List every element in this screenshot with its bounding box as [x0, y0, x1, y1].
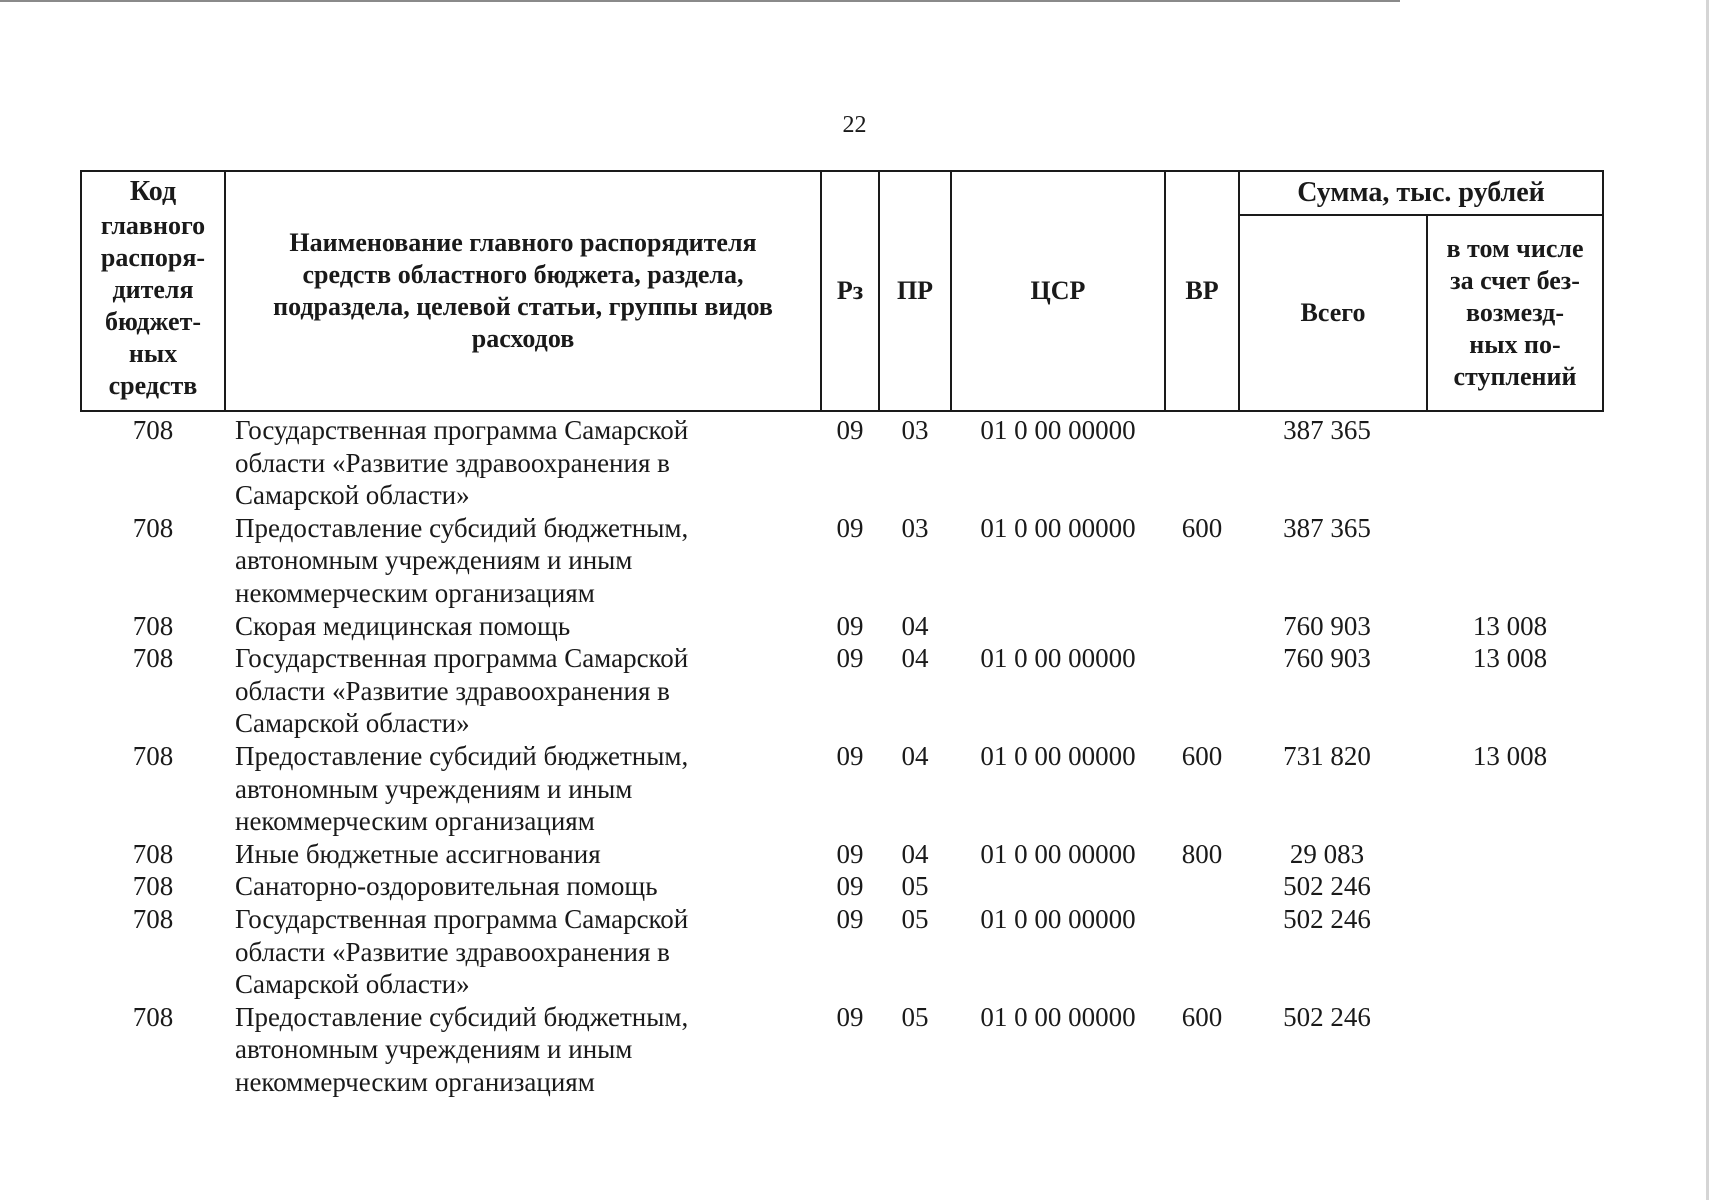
budget-table	[80, 170, 1604, 1098]
table-row	[81, 838, 1603, 871]
header-vr: ВР	[1165, 171, 1239, 411]
header-name-line: подраздела, целевой статьи, группы видов	[273, 292, 773, 321]
cell-rz: 09	[836, 1001, 864, 1032]
scan-top-rule	[0, 0, 1400, 2]
header-name-line: средств областного бюджета, раздела,	[302, 260, 744, 289]
cell-name-line: Предоставление субсидий бюджетным,	[235, 512, 689, 543]
cell-free: 13 008	[1472, 740, 1548, 771]
cell-name	[225, 411, 821, 512]
cell-free	[1427, 411, 1603, 512]
cell-vr	[1165, 642, 1239, 740]
cell-pr: 03	[901, 512, 929, 543]
header-csr: ЦСР	[951, 171, 1165, 411]
cell-code: 708	[132, 740, 174, 771]
cell-rz: 09	[836, 610, 864, 641]
cell-name-line: Самарской области»	[235, 480, 470, 511]
header-name	[225, 171, 821, 411]
cell-free	[1427, 512, 1603, 610]
cell-name	[225, 642, 821, 740]
cell-total: 502 246	[1283, 871, 1371, 902]
cell-total: 387 365	[1283, 512, 1371, 543]
header-free-line: ступлений	[1453, 362, 1577, 391]
cell-csr	[951, 610, 1165, 643]
cell-csr: 01 0 00 00000	[980, 643, 1136, 674]
table-header	[81, 171, 1603, 411]
cell-pr: 03	[901, 415, 929, 445]
cell-vr: 600	[1181, 1001, 1223, 1032]
cell-total: 387 365	[1283, 415, 1371, 445]
header-free	[1427, 215, 1603, 411]
cell-name-line: Санаторно-оздоровительная помощь	[235, 871, 658, 902]
cell-name	[225, 903, 821, 1001]
cell-code: 708	[132, 643, 174, 674]
cell-csr: 01 0 00 00000	[980, 740, 1136, 771]
header-total: Всего	[1239, 215, 1427, 411]
cell-name-line: области «Развитие здравоохранения в	[235, 447, 670, 478]
header-code	[81, 171, 225, 411]
cell-total: 731 820	[1283, 740, 1371, 771]
cell-rz: 09	[836, 838, 864, 869]
cell-code: 708	[132, 903, 174, 934]
cell-rz: 09	[836, 415, 864, 445]
cell-name-line: некоммерческим организациям	[235, 1066, 595, 1097]
cell-free	[1427, 903, 1603, 1001]
table-row	[81, 1001, 1603, 1099]
header-name-line: расходов	[471, 324, 575, 353]
cell-vr	[1165, 903, 1239, 1001]
cell-name-line: области «Развитие здравоохранения в	[235, 936, 670, 967]
table-row	[81, 903, 1603, 1001]
cell-csr: 01 0 00 00000	[980, 415, 1136, 445]
cell-free	[1427, 838, 1603, 871]
cell-pr: 04	[901, 740, 929, 771]
cell-csr: 01 0 00 00000	[980, 1001, 1136, 1032]
header-sum: Сумма, тыс. рублей	[1239, 171, 1603, 215]
cell-name-line: автономным учреждениям и иным	[235, 773, 633, 804]
cell-total: 760 903	[1283, 610, 1371, 641]
cell-csr: 01 0 00 00000	[980, 838, 1136, 869]
cell-name-line: некоммерческим организациям	[235, 577, 595, 608]
table-row	[81, 610, 1603, 643]
cell-name	[225, 1001, 821, 1099]
header-name-line: Наименование главного распорядителя	[289, 228, 757, 257]
header-code-line: бюджет-	[104, 307, 201, 336]
cell-free	[1427, 870, 1603, 903]
header-code-line: ных	[128, 339, 178, 368]
cell-name-line: Предоставление субсидий бюджетным,	[235, 740, 689, 771]
cell-pr: 04	[901, 643, 929, 674]
cell-rz: 09	[836, 643, 864, 674]
cell-vr	[1165, 610, 1239, 643]
cell-name-line: Предоставление субсидий бюджетным,	[235, 1001, 689, 1032]
cell-name-line: автономным учреждениям и иным	[235, 1034, 633, 1065]
cell-code: 708	[132, 610, 174, 641]
cell-rz: 09	[836, 903, 864, 934]
cell-name-line: некоммерческим организациям	[235, 806, 595, 837]
cell-vr: 600	[1181, 512, 1223, 543]
header-free-line: ных по-	[1469, 330, 1561, 359]
cell-vr: 600	[1181, 740, 1223, 771]
cell-rz: 09	[836, 740, 864, 771]
cell-free	[1427, 1001, 1603, 1099]
cell-name	[225, 870, 821, 903]
cell-total: 502 246	[1283, 1001, 1371, 1032]
cell-name-line: Самарской области»	[235, 969, 470, 1000]
cell-name-line: Самарской области»	[235, 708, 470, 739]
cell-name-line: Государственная программа Самарской	[235, 903, 689, 934]
cell-name-line: Государственная программа Самарской	[235, 643, 689, 674]
cell-vr	[1165, 870, 1239, 903]
cell-code: 708	[132, 838, 174, 869]
cell-total: 29 083	[1289, 838, 1365, 869]
header-code-line: распоря-	[100, 243, 206, 272]
cell-name	[225, 512, 821, 610]
cell-csr: 01 0 00 00000	[980, 512, 1136, 543]
cell-pr: 04	[901, 610, 929, 641]
cell-vr	[1165, 411, 1239, 512]
cell-code: 708	[132, 871, 174, 902]
cell-code: 708	[132, 415, 174, 445]
cell-total: 760 903	[1283, 643, 1371, 674]
header-rz: Рз	[821, 171, 879, 411]
cell-name	[225, 740, 821, 838]
cell-pr: 04	[901, 838, 929, 869]
table-row	[81, 411, 1603, 512]
cell-pr: 05	[901, 1001, 929, 1032]
header-free-line: за счет без-	[1450, 266, 1580, 295]
cell-vr: 800	[1181, 838, 1223, 869]
cell-pr: 05	[901, 903, 929, 934]
cell-name-line: Иные бюджетные ассигнования	[235, 838, 601, 869]
cell-name	[225, 838, 821, 871]
cell-name	[225, 610, 821, 643]
cell-name-line: автономным учреждениям и иным	[235, 545, 633, 576]
header-pr: ПР	[879, 171, 951, 411]
table-row	[81, 642, 1603, 740]
cell-csr	[951, 870, 1165, 903]
cell-total: 502 246	[1283, 903, 1371, 934]
cell-free: 13 008	[1472, 643, 1548, 674]
header-code-line: дителя	[112, 275, 194, 304]
table-row	[81, 870, 1603, 903]
cell-rz: 09	[836, 871, 864, 902]
cell-pr: 05	[901, 871, 929, 902]
table-row	[81, 512, 1603, 610]
header-free-line: возмезд-	[1466, 298, 1564, 327]
header-code-line: главного	[100, 211, 206, 240]
table-body	[81, 411, 1603, 1098]
cell-name-line: Государственная программа Самарской	[235, 415, 689, 445]
header-code-line: Код	[129, 176, 177, 207]
cell-csr: 01 0 00 00000	[980, 903, 1136, 934]
page-number: 22	[842, 112, 867, 138]
cell-code: 708	[132, 512, 174, 543]
header-code-line: средств	[108, 371, 198, 400]
cell-free: 13 008	[1472, 610, 1548, 641]
cell-name-line: области «Развитие здравоохранения в	[235, 675, 670, 706]
cell-code: 708	[132, 1001, 174, 1032]
cell-name-line: Скорая медицинская помощь	[235, 610, 571, 641]
cell-rz: 09	[836, 512, 864, 543]
table-row	[81, 740, 1603, 838]
header-free-line: в том числе	[1446, 234, 1584, 263]
